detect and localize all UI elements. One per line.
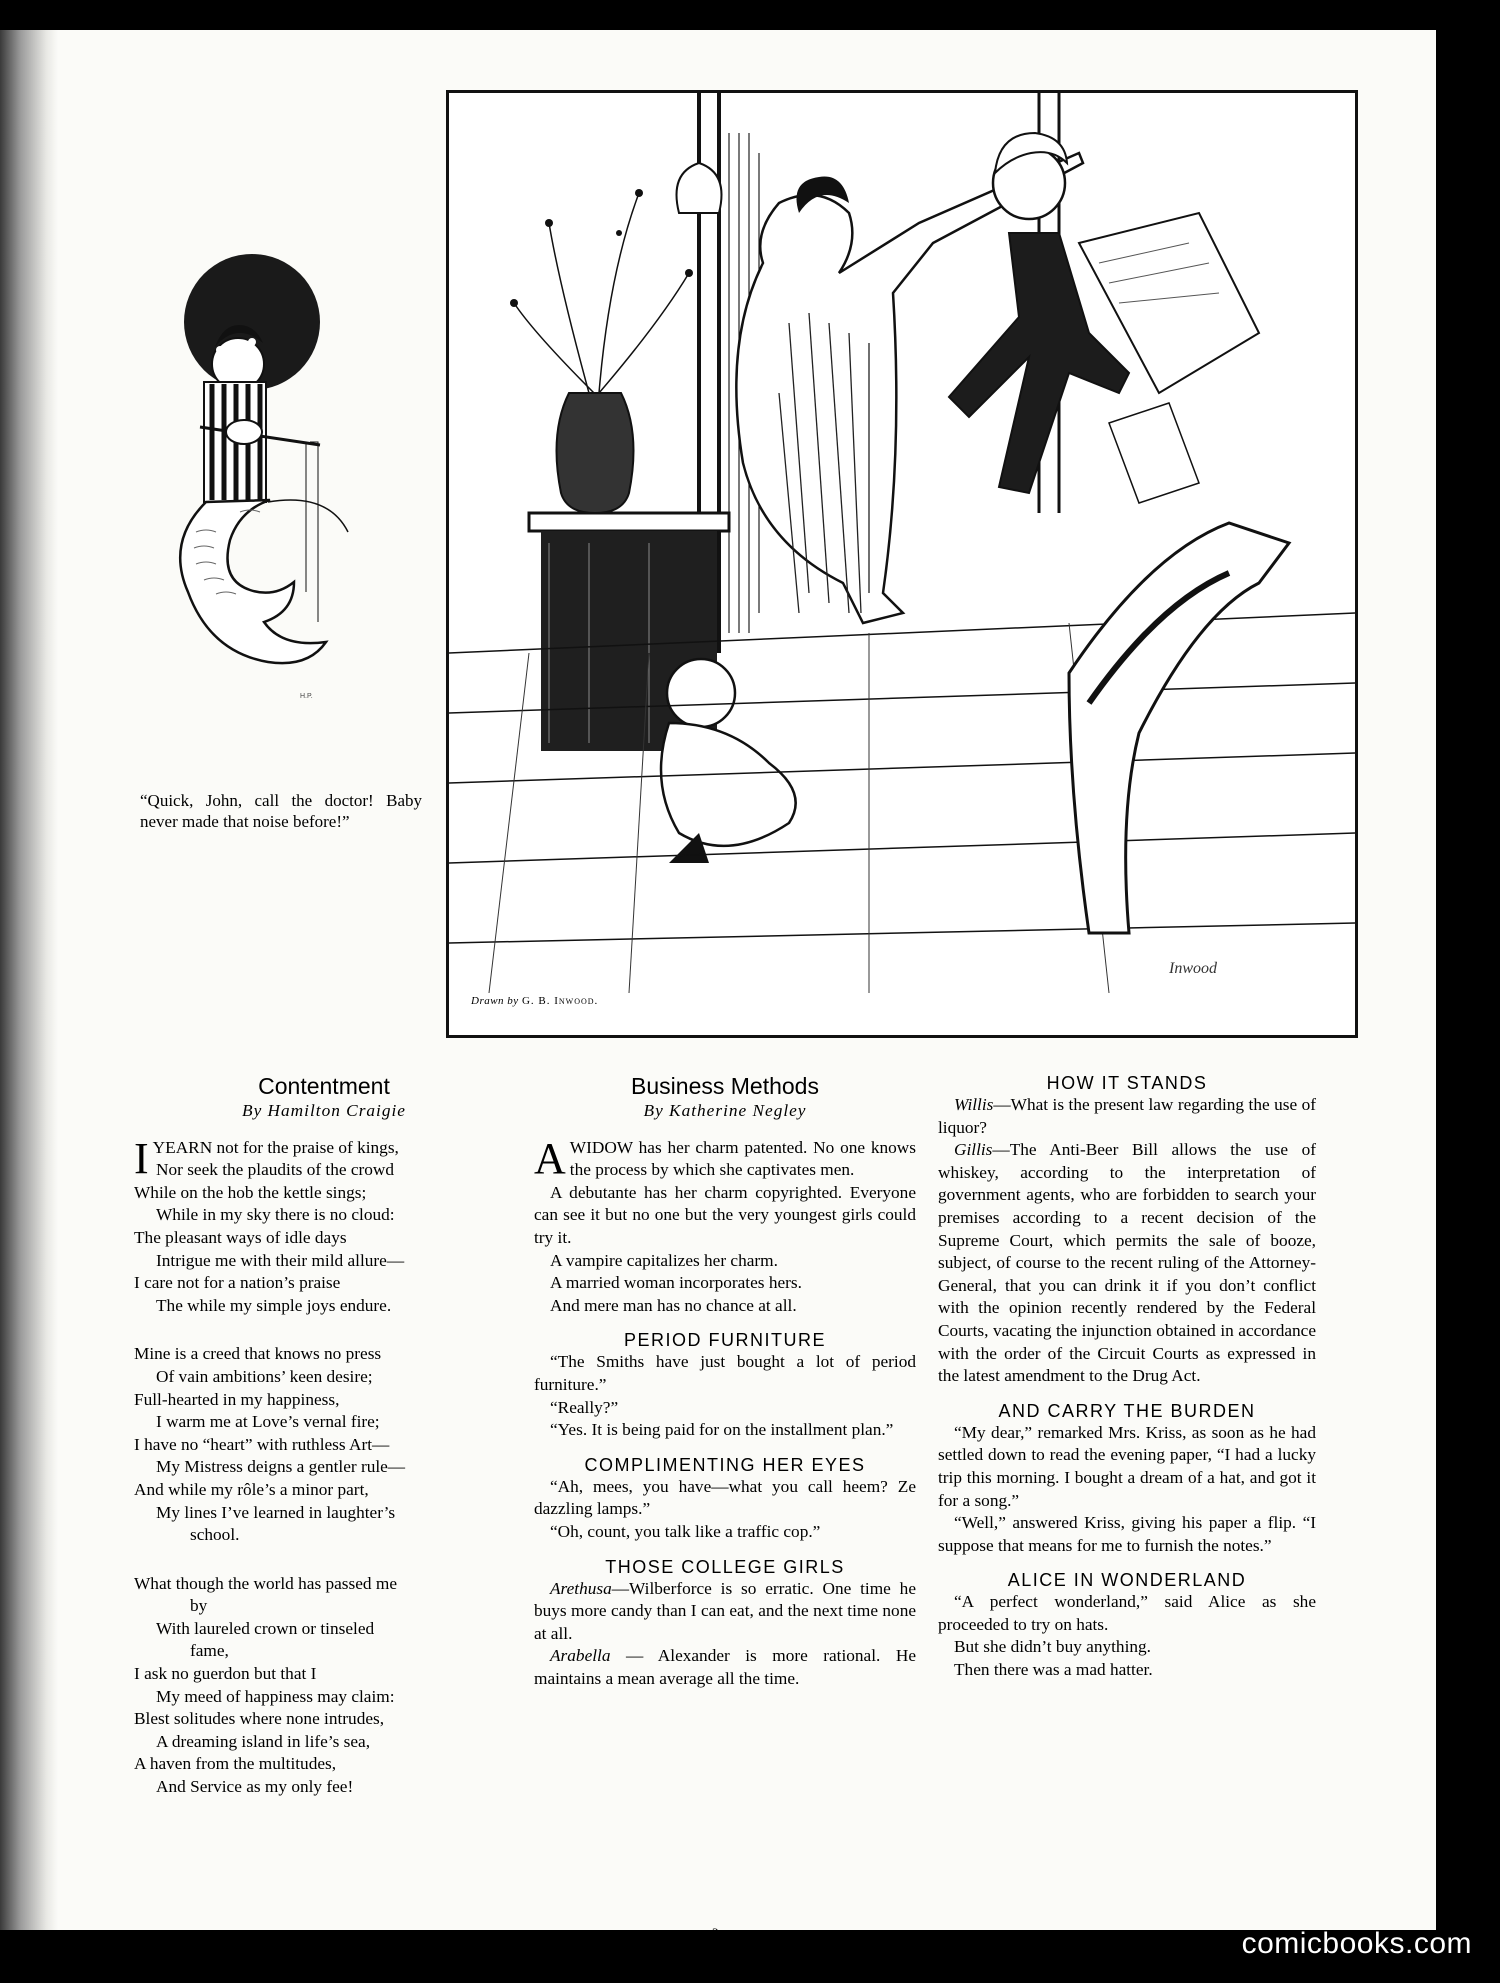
poem-line: The while my simple joys endure. [156, 1295, 392, 1315]
business-paragraph: A debutante has her charm copyrighted. Everyone can see it but no one but the very youngest girls could try it. [534, 1182, 916, 1247]
stands-paragraph: Willis—What is the present law regarding the use of liquor? [938, 1095, 1316, 1137]
contentment-column [134, 1072, 514, 1825]
page-number: 3 [712, 1925, 719, 1940]
college-girls-text [534, 1578, 916, 1691]
alice-paragraph: “A perfect wonderland,” said Alice as she proceeded to try on hats. [938, 1592, 1316, 1634]
poem-line: A dreaming island in life’s sea, [156, 1731, 371, 1751]
poem-line: My Mistress deigns a gentler rule— [156, 1457, 406, 1477]
how-it-stands-text [938, 1094, 1316, 1388]
poem-line: While on the hob the kettle sings; [134, 1182, 367, 1202]
business-text [534, 1133, 916, 1318]
business-title: Business Methods [631, 1073, 819, 1099]
college-paragraph: Arabella — Alexander is more rational. He maintains a mean average all the time. [534, 1646, 916, 1688]
poem-line: The pleasant ways of idle days [134, 1227, 347, 1247]
poem-stanza [134, 1573, 514, 1799]
poem-line: I care not for a nation’s praise [134, 1273, 341, 1293]
business-paragraph: A married woman incorporates hers. [550, 1273, 802, 1293]
eyes-paragraph: “Oh, count, you talk like a traffic cop.” [550, 1521, 821, 1541]
poem-line: by [190, 1596, 208, 1616]
poem-line: IYEARN not for the praise of kings, [134, 1133, 399, 1183]
alice-paragraph: Then there was a mad hatter. [954, 1660, 1153, 1680]
poem-line: Nor seek the plaudits of the crowd [156, 1160, 395, 1180]
site-watermark: comicbooks.com [1241, 1927, 1472, 1960]
contentment-poem [134, 1133, 514, 1799]
how-it-stands-heading: HOW IT STANDS [1046, 1073, 1208, 1093]
period-paragraph: “Really?” [550, 1397, 619, 1417]
burden-paragraph: “Well,” answered Kriss, giving his paper a flip. “I suppose that means for me to furnish the notes.” [938, 1513, 1316, 1555]
period-paragraph: “Yes. It is being paid for on the installment plan.” [550, 1420, 894, 1440]
cartoon-drawing [449, 93, 1355, 1035]
poem-line: And while my rôle’s a minor part, [134, 1479, 369, 1499]
stands-paragraph: Gillis—The Anti-Beer Bill allows the use of whiskey, according to the interpretation of government agents, who are forbidden to search your premises according to a recent decision of the Supreme Court, which permits the sale of booze, subject, of course to the recent ruling of the Attorney-General, that you can drink it if you don’t conflict with the opinion recently rendered by the Federal Courts, vacating the injunction obtained in accordance with the order of the Circuit Courts as expressed in the latest amendment to the Drug Act. [938, 1140, 1316, 1386]
poem-line: A haven from the multitudes, [134, 1754, 337, 1774]
jokes-column [938, 1072, 1316, 1682]
svg-text:H.P.: H.P. [300, 693, 313, 700]
cartoon-panel [446, 90, 1358, 1038]
poem-line: school. [190, 1525, 240, 1545]
poem-line: I warm me at Love’s vernal fire; [156, 1412, 380, 1432]
alice-heading: ALICE IN WONDERLAND [1007, 1570, 1247, 1591]
poem-line: And Service as my only fee! [156, 1777, 354, 1797]
complimenting-eyes-text [534, 1476, 916, 1544]
poem-line: Of vain ambitions’ keen desire; [156, 1366, 373, 1386]
college-girls-heading: THOSE COLLEGE GIRLS [605, 1556, 845, 1577]
alice-text [938, 1591, 1316, 1681]
carry-burden-heading: AND CARRY THE BURDEN [998, 1400, 1256, 1421]
poem-line: While in my sky there is no cloud: [156, 1205, 395, 1225]
eyes-paragraph: “Ah, mees, you have—what you call heem? Ze dazzling lamps.” [534, 1476, 916, 1519]
business-paragraph: And mere man has no chance at all. [550, 1295, 797, 1315]
college-paragraph: Arethusa—Wilberforce is so erratic. One time he buys more candy than I can eat, and the next time none at all. [534, 1578, 916, 1643]
business-dropcap: A [534, 1133, 566, 1183]
poem-line: fame, [190, 1641, 229, 1661]
carry-burden-text [938, 1422, 1316, 1558]
alice-paragraph: But she didn’t buy anything. [954, 1637, 1151, 1657]
poem-line: Blest solitudes where none intrudes, [134, 1709, 385, 1729]
page-gutter [0, 30, 58, 1930]
business-column [534, 1072, 916, 1690]
period-furniture-heading: PERIOD FURNITURE [623, 1330, 826, 1351]
poem-line: I have no “heart” with ruthless Art— [134, 1434, 390, 1454]
contentment-dropcap: I [134, 1133, 149, 1183]
business-paragraph: A vampire capitalizes her charm. [550, 1250, 778, 1270]
burden-paragraph: “My dear,” remarked Mrs. Kriss, as soon as he had settled down to read the evening paper, “I had a lucky trip this morning. I bought a dream of a hat, and got it for a song.” [938, 1422, 1316, 1510]
poem-line: What though the world has passed me [134, 1573, 397, 1593]
cartoon-caption: “Quick, John, call the doctor! Baby never made that noise before!” [140, 791, 422, 831]
cartoon-credit: Drawn by G. B. Inwood. [471, 995, 599, 1007]
poem-stanza [134, 1133, 514, 1318]
contentment-title: Contentment [258, 1073, 390, 1099]
poem-line: My meed of happiness may claim: [156, 1686, 395, 1706]
poem-line: My lines I’ve learned in laughter’s [156, 1502, 396, 1522]
poem-line: Mine is a creed that knows no press [134, 1344, 382, 1364]
period-furniture-text [534, 1351, 916, 1441]
business-first-paragraph: AWIDOW has her charm patented. No one knows the process by which she captivates men. [534, 1133, 916, 1183]
poem-line: Full-hearted in my happiness, [134, 1389, 340, 1409]
business-byline: By Katherine Negley [643, 1101, 807, 1120]
svg-text:Inwood: Inwood [1169, 960, 1217, 977]
mermaid-illustration [160, 252, 420, 722]
contentment-byline: By Hamilton Craigie [242, 1101, 406, 1120]
poem-line: With laureled crown or tinseled [156, 1618, 375, 1638]
poem-line: Intrigue me with their mild allure— [156, 1250, 405, 1270]
complimenting-eyes-heading: COMPLIMENTING HER EYES [584, 1454, 866, 1475]
poem-stanza [134, 1343, 514, 1546]
poem-line: I ask no guerdon but that I [134, 1664, 317, 1684]
period-paragraph: “The Smiths have just bought a lot of period furniture.” [534, 1352, 916, 1394]
